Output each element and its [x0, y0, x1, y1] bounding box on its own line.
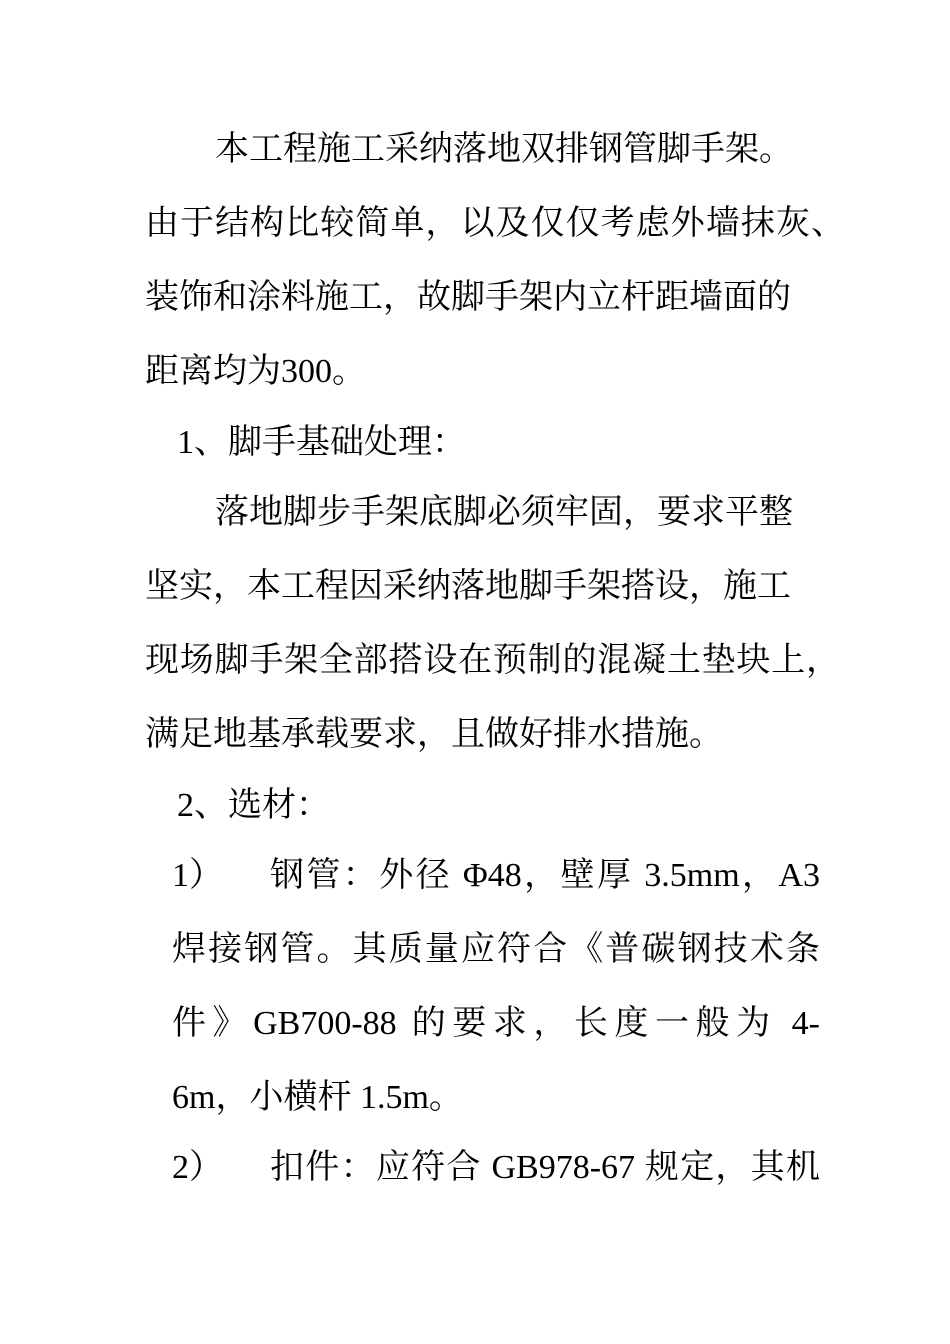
section-2-heading: 2、选材：	[177, 787, 330, 824]
section-1-line-3: 现场脚手架全部搭设在预制的混凝土垫块上，	[145, 642, 840, 679]
intro-line-3: 装饰和涂料施工，故脚手架内立杆距墙面的	[145, 279, 791, 316]
item-1-line-1: 钢管：外径 Φ48，壁厚 3.5mm，A3	[270, 857, 820, 894]
section-1-line-2: 坚实，本工程因采纳落地脚手架搭设，施工	[145, 568, 791, 605]
item-1-number: 1）	[172, 857, 223, 894]
item-2-line-1: 扣件：应符合 GB978-67 规定，其机	[270, 1149, 820, 1186]
intro-line-2: 由于结构比较简单，以及仅仅考虑外墙抹灰、	[145, 205, 845, 242]
section-1-line-1: 落地脚步手架底脚必须牢固，要求平整	[215, 494, 793, 531]
section-1-line-4: 满足地基承载要求，且做好排水措施。	[145, 716, 723, 753]
intro-line-1: 本工程施工采纳落地双排钢管脚手架。	[215, 131, 793, 168]
section-1-heading: 1、脚手基础处理：	[177, 424, 466, 461]
intro-line-4: 距离均为300。	[145, 353, 366, 390]
item-2-number: 2）	[172, 1149, 223, 1186]
item-1-line-2: 焊接钢管。其质量应符合《普碳钢技术条	[172, 931, 820, 968]
item-1-line-4: 6m，小横杆 1.5m。	[172, 1079, 463, 1116]
item-1-line-3: 件》GB700-88 的要求，长度一般为 4-	[172, 1005, 820, 1042]
